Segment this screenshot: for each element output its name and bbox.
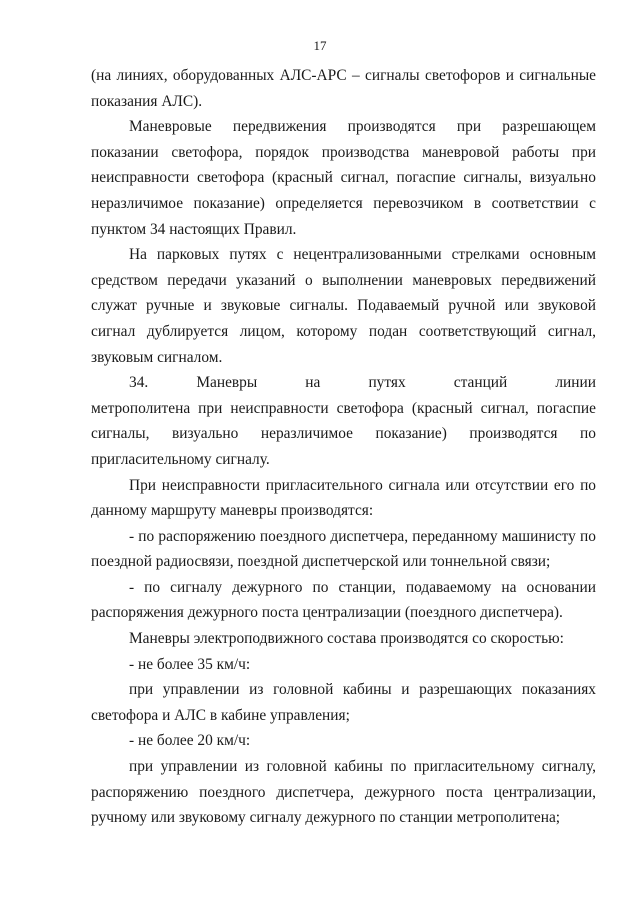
paragraph-shunting-movements: Маневровые передвижения производятся при разрешающем показании светофора, порядок производства маневровой работы при неисправности светофора (красный сигнал, погаспие сигналы, визуально неразличимое показание) определяется перевозчиком в соответствии с пунктом 34 настоящих Правил. (91, 118, 596, 238)
list-item-speed-20: - не более 20 км/ч: (129, 732, 251, 750)
list-item-speed-35: - не более 35 км/ч: (129, 655, 251, 673)
paragraph-park-tracks: На парковых путях с нецентрализованными стрелками основным средством передачи указаний о выполнении маневровых передвижений служат ручные и звуковые сигналы. Подаваемый ручной или звуковой сигнал дублируется лицом, которому подан соответствующий сигнал, звуковым сигналом. (91, 246, 596, 366)
paragraph-speed-35-condition: при управлении из головной кабины и разрешающих показаниях светофора и АЛС в кабине управления; (91, 681, 596, 724)
paragraph-clause-34: 34. Маневры на путях станций линии метрополитена при неисправности светофора (красный сигнал, погаспие сигналы, визуально неразличимое показание) производятся по пригласительному сигналу. (91, 374, 627, 468)
document-body (91, 63, 627, 831)
paragraph-speed-limits: Маневры электроподвижного состава производятся со скоростью: (129, 630, 564, 648)
paragraph-continuation: (на линиях, оборудованных АЛС-АРС – сигналы светофоров и сигнальные показания АЛС). (91, 67, 596, 110)
page-number: 17 (313, 38, 327, 53)
paragraph-invitation-signal: При неисправности пригласительного сигнала или отсутствии его по данному маршруту маневры производятся: (91, 476, 596, 520)
list-item-dispatcher-order: - по распоряжению поездного диспетчера, переданному машинисту по поездной радиосвязи, поездной диспетчерской или тоннельной связи; (91, 527, 596, 571)
list-item-station-signal: - по сигналу дежурного по станции, подаваемому на основании распоряжения дежурного поста централизации (поездного диспетчера). (91, 578, 596, 622)
paragraph-speed-20-condition: при управлении из головной кабины по пригласительному сигналу, распоряжению поездного диспетчера, дежурного поста централизации, ручному или звуковому сигналу дежурного по станции метрополитена; (91, 758, 596, 827)
